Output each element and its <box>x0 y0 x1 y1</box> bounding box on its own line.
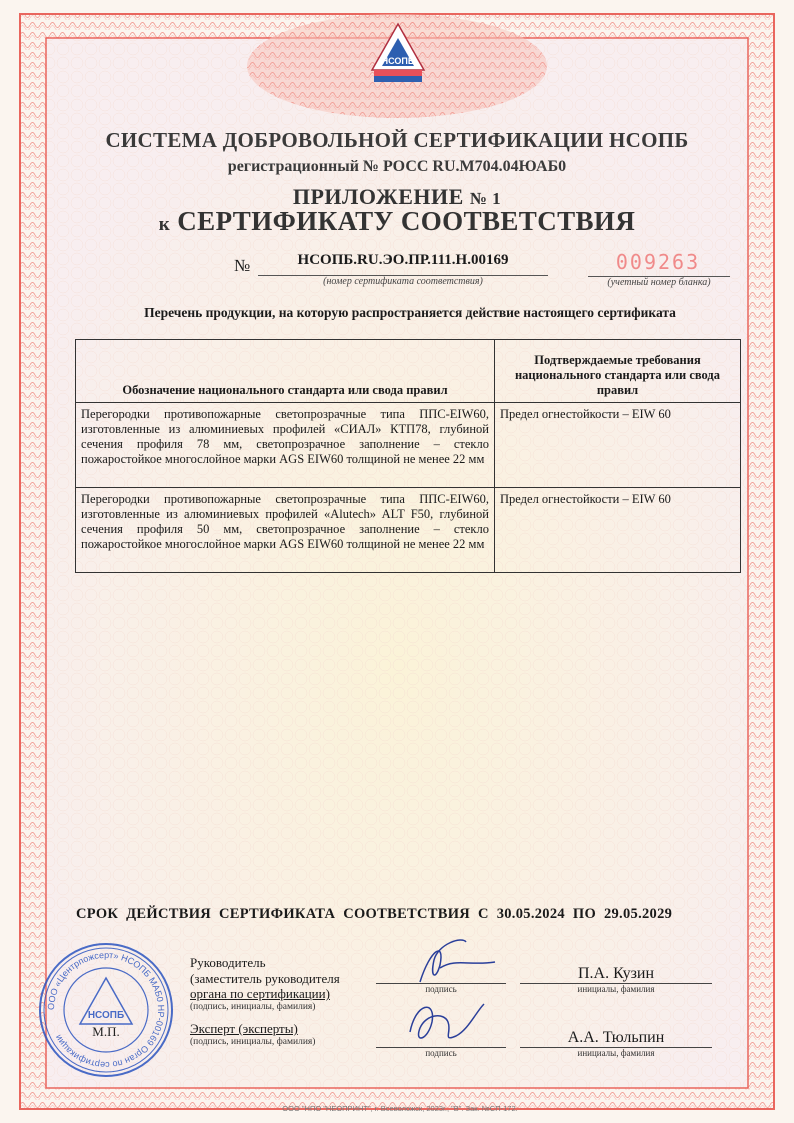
stamp-ring-text: ООО «Центрпожсерт» НСОПБ МАБ0 НР-00169 Орган по сертификации <box>45 949 167 1071</box>
head-label-line-1: Руководитель <box>190 955 266 970</box>
head-name-caption: инициалы, фамилия <box>577 984 655 994</box>
expert-label <box>190 1021 315 1048</box>
nsopb-logo <box>368 20 428 100</box>
stamp-mp: М.П. <box>92 1024 120 1039</box>
head-name: П.А. Кузин <box>577 965 655 982</box>
table-row <box>76 403 741 488</box>
logo-text: НСОПБ <box>381 56 415 66</box>
to-prefix: к <box>158 214 171 235</box>
table-cell-requirement: Предел огнестойкости – EIW 60 <box>495 403 741 488</box>
system-title: СИСТЕМА ДОБРОВОЛЬНОЙ СЕРТИФИКАЦИИ НСОПБ <box>105 128 689 152</box>
table-header-row <box>76 340 741 403</box>
annex-number: № 1 <box>469 189 502 208</box>
table-cell-description: Перегородки противопожарные светопрозрачные типа ППС-EIW60, изготовленные из алюминиевых профилей «Alutech» ALT F50, глубиной сечения профиля 50 мм, светопрозрачное заполнение – стекло пожаростойкое многослойное марки AGS EIW60 толщиной не менее 22 мм <box>76 488 495 573</box>
products-table <box>75 339 741 573</box>
expert-signature <box>396 992 506 1052</box>
stamp-center-text: НСОПБ <box>87 1010 125 1021</box>
expert-name: А.А. Тюльпин <box>567 1029 665 1046</box>
validity-period: СРОК ДЕЙСТВИЯ СЕРТИФИКАТА СООТВЕТСТВИЯ С 30.05.2024 ПО 29.05.2029 <box>76 906 673 922</box>
registration-number: регистрационный № РОСС RU.М704.04ЮАБ0 <box>227 158 567 175</box>
head-label-line-2: (заместитель руководителя <box>190 970 340 986</box>
number-sign: № <box>234 256 251 275</box>
annex-word: ПРИЛОЖЕНИЕ <box>292 184 464 209</box>
head-signature <box>400 930 510 990</box>
head-small-caption: (подпись, инициалы, фамилия) <box>190 1001 316 1012</box>
to-certificate-title <box>0 206 794 237</box>
table-row <box>76 488 741 573</box>
product-list-heading: Перечень продукции, на которую распространяется действие настоящего сертификата <box>144 305 676 320</box>
head-label <box>190 955 340 1013</box>
expert-name-caption: инициалы, фамилия <box>577 1048 655 1058</box>
table-header-standard: Обозначение национального стандарта или свода правил <box>76 340 495 403</box>
blank-number: 009263 <box>615 250 701 274</box>
head-label-line-3: органа по сертификации) <box>190 986 330 1002</box>
blank-number-caption: (учетный номер бланка) <box>607 277 711 288</box>
seal-stamp <box>36 940 176 1080</box>
printer-footer: ООО "НПО "НЕОПРИНТ", г. Всеволожск, 2023г., "В". Зак. №СП-172. <box>282 1104 518 1113</box>
head-sign-caption: подпись <box>425 984 457 994</box>
certificate-number-caption: (номер сертификата соответствия) <box>323 276 483 287</box>
expert-small-caption: (подпись, инициалы, фамилия) <box>190 1036 316 1047</box>
to-certificate: СЕРТИФИКАТУ СООТВЕТСТВИЯ <box>177 206 636 236</box>
table-cell-description: Перегородки противопожарные светопрозрачные типа ППС-EIW60, изготовленные из алюминиевых профилей «СИАЛ» КТП78, глубиной сечения профиля 78 мм, светопрозрачное заполнение – стекло пожаростойкое многослойное марки AGS EIW60 толщиной не менее 22 мм <box>76 403 495 488</box>
certificate-number: НСОПБ.RU.ЭО.ПР.111.Н.00169 <box>297 252 509 268</box>
expert-sign-caption: подпись <box>425 1048 457 1058</box>
table-cell-requirement: Предел огнестойкости – EIW 60 <box>495 488 741 573</box>
table-header-requirements: Подтверждаемые требования национального стандарта или свода правил <box>495 340 741 403</box>
expert-label-line: Эксперт (эксперты) <box>190 1021 298 1036</box>
